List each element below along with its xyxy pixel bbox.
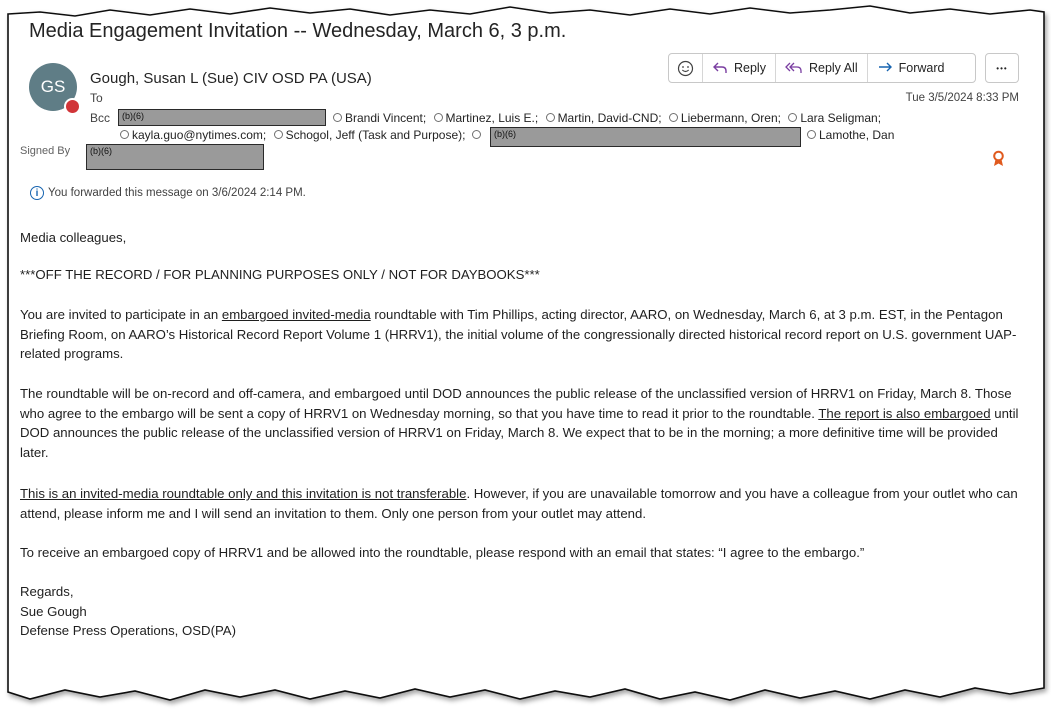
avatar-initials: GS	[40, 77, 66, 96]
info-icon: i	[30, 186, 44, 200]
redacted-recipient: (b)(6)	[490, 127, 801, 147]
recipient[interactable]: Lamothe, Dan	[803, 128, 894, 142]
more-actions-button[interactable]	[985, 53, 1019, 83]
redacted-recipient: (b)(6)	[118, 109, 326, 126]
forwarded-notice: i You forwarded this message on 3/6/2024 2:14 PM.	[30, 186, 306, 200]
bcc-recipients-line-1	[329, 111, 881, 125]
message-paragraph-1: You are invited to participate in an embargoed invited-media roundtable with Tim Phillips, acting director, AARO, on Wednesday, March 6, at 3 p.m. EST, in the Pentagon Briefing Room, on AARO’s Historical Record Report Volume 1 (HRRV1), the initial volume of the congressionally directed historical record report on U.S. government UAP-related programs.	[20, 307, 1017, 361]
recipient[interactable]: kayla.guo@nytimes.com;	[116, 128, 266, 142]
sender-name[interactable]: Gough, Susan L (Sue) CIV OSD PA (USA)	[90, 70, 372, 87]
recipient[interactable]: Brandi Vincent;	[329, 111, 426, 125]
presence-status-icon	[64, 98, 81, 115]
signed-by-label: Signed By	[20, 145, 71, 157]
reply-button[interactable]: Reply	[702, 54, 775, 82]
message-actions-group	[668, 53, 976, 83]
recipient[interactable]: Martin, David-CND;	[542, 111, 662, 125]
sent-date: Tue 3/5/2024 8:33 PM	[905, 92, 1019, 104]
signature-name: Sue Gough	[20, 603, 87, 619]
recipient[interactable]: Martinez, Luis E.;	[430, 111, 539, 125]
recipient[interactable]: Liebermann, Oren;	[665, 111, 781, 125]
redacted-signature: (b)(6)	[86, 144, 264, 170]
signature-closing: Regards,	[20, 584, 74, 599]
email-subject: Media Engagement Invitation -- Wednesday, March 6, 3 p.m.	[29, 20, 567, 42]
message-banner: ***OFF THE RECORD / FOR PLANNING PURPOSES ONLY / NOT FOR DAYBOOKS***	[20, 267, 540, 282]
message-greeting: Media colleagues,	[20, 230, 127, 245]
message-paragraph-4: To receive an embargoed copy of HRRV1 and be allowed into the roundtable, please respond with an email that states: “I agree to the embargo.”	[20, 545, 865, 560]
to-label: To	[90, 91, 103, 105]
smiley-icon	[677, 60, 694, 77]
reply-icon	[712, 61, 728, 75]
forward-icon	[877, 61, 893, 75]
signature-office: Defense Press Operations, OSD(PA)	[20, 623, 236, 638]
reply-all-button[interactable]: Reply All	[775, 54, 867, 82]
emoji-reaction-button[interactable]	[669, 54, 702, 82]
bcc-label: Bcc	[90, 111, 111, 125]
ellipsis-icon: •••	[996, 63, 1008, 73]
recipient[interactable]: Lara Seligman;	[784, 111, 881, 125]
bcc-recipients-line-2	[116, 128, 484, 142]
reply-all-icon	[785, 61, 803, 75]
message-paragraph-3: This is an invited-media roundtable only and this invitation is not transferable. However, if you are unavailable tomorrow and you have a colleague from your outlet who can attend, please inform me and I will send an invitation to them. Only one person from your outlet may attend.	[20, 486, 1018, 521]
recipient[interactable]: Schogol, Jeff (Task and Purpose);	[270, 128, 466, 142]
signature-block	[20, 582, 1020, 641]
forward-button[interactable]: Forward	[867, 54, 954, 82]
message-paragraph-2: The roundtable will be on-record and off-camera, and embargoed until DOD announces the public release of the unclassified version of HRRV1 on Friday, March 8. Those who agree to the embargo will be sent a copy of HRRV1 on Wednesday morning, so that you have time to read it prior to the roundtable. The report is also embargoed until DOD announces the public release of the unclassified version of HRRV1 on Friday, March 8. We expect that to be in the morning; a more definitive time will be provided later.	[20, 386, 1019, 460]
digital-signature-icon[interactable]	[992, 150, 1005, 168]
